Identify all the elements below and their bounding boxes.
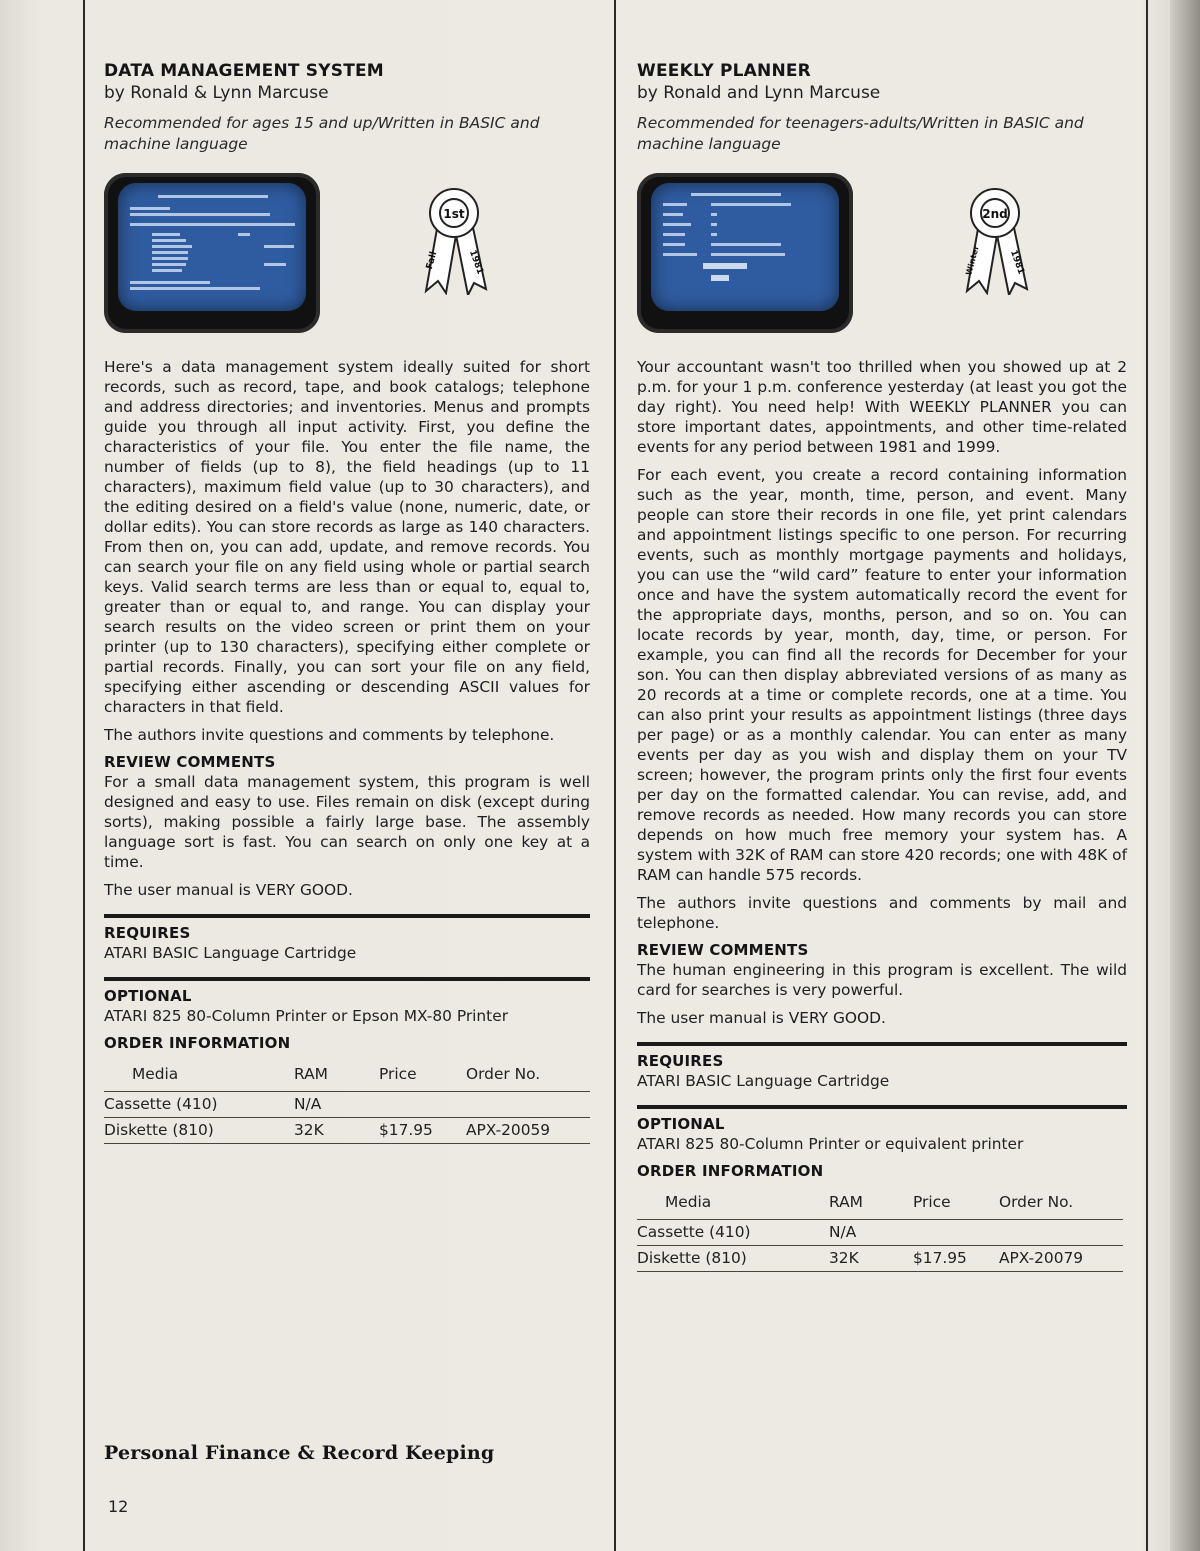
- column-header: Order No.: [999, 1193, 1074, 1211]
- cell-media: Diskette (810): [637, 1246, 829, 1272]
- table-row: [104, 1092, 590, 1118]
- cell-ram: 32K: [829, 1246, 913, 1272]
- cell-price: [379, 1092, 466, 1118]
- description-paragraph: The authors invite questions and comments by telephone.: [104, 726, 555, 744]
- figure-row: [104, 173, 590, 353]
- optional-heading: OPTIONAL: [637, 1115, 725, 1133]
- section-rule: [637, 1042, 1127, 1046]
- product-data-management-system: [104, 60, 590, 1144]
- product-recommended: Recommended for ages 15 and up/Written in BASIC and machine language: [104, 114, 540, 153]
- review-comments: [104, 772, 590, 900]
- section-rule: [104, 914, 590, 918]
- section-footer-title: Personal Finance & Record Keeping: [104, 1442, 495, 1464]
- cell-media: Cassette (410): [104, 1092, 294, 1118]
- product-recommended: Recommended for teenagers-adults/Written in BASIC and machine language: [637, 114, 1084, 153]
- page-edge: [1170, 0, 1200, 1551]
- column-header: Price: [913, 1193, 951, 1211]
- order-heading: ORDER INFORMATION: [637, 1162, 824, 1180]
- table-row: [637, 1246, 1123, 1272]
- order-table-header: [104, 1059, 590, 1092]
- product-weekly-planner: [637, 60, 1127, 1272]
- screenshot-monitor: [637, 173, 853, 333]
- ribbon-year: 1981: [1007, 248, 1026, 276]
- review-paragraph: The human engineering in this program is excellent. The wild card for searches is very powerful.: [637, 961, 1127, 999]
- order-table: [104, 1059, 590, 1144]
- review-paragraph: For a small data management system, this program is well designed and easy to use. Files remain on disk (except during sorts), making possible a fairly large base. The assembly language sort is fast. You can search on only one key at a time.: [104, 773, 590, 871]
- requires-heading: REQUIRES: [637, 1052, 724, 1070]
- cell-order-no: APX-20059: [466, 1118, 590, 1144]
- award-ribbon-icon: [957, 183, 1033, 295]
- ribbon-season: Fall: [424, 250, 440, 271]
- column-header: Order No.: [466, 1065, 541, 1083]
- description: [637, 357, 1127, 933]
- frame-line-right: [1146, 0, 1148, 1551]
- review-paragraph: The user manual is VERY GOOD.: [104, 881, 353, 899]
- column-header: Media: [132, 1065, 179, 1083]
- screenshot-monitor: [104, 173, 320, 333]
- description: [104, 357, 590, 745]
- column-header: RAM: [294, 1065, 328, 1083]
- ribbon-season: Winter: [964, 244, 981, 277]
- requires-text: ATARI BASIC Language Cartridge: [104, 944, 357, 962]
- screen-display: [651, 183, 839, 311]
- frame-line-left: [83, 0, 85, 1551]
- order-heading: ORDER INFORMATION: [104, 1034, 291, 1052]
- requires-heading: REQUIRES: [104, 924, 191, 942]
- product-byline: by Ronald & Lynn Marcuse: [104, 83, 329, 103]
- optional-text: ATARI 825 80-Column Printer or equivalent printer: [637, 1135, 1024, 1153]
- section-rule: [637, 1105, 1127, 1109]
- product-title: DATA MANAGEMENT SYSTEM: [104, 61, 384, 81]
- cell-price: [913, 1220, 999, 1246]
- product-byline: by Ronald and Lynn Marcuse: [637, 83, 881, 103]
- description-paragraph: Your accountant wasn't too thrilled when you showed up at 2 p.m. for your 1 p.m. conference yesterday (at least you got the day right). You need help! With WEEKLY PLANNER you can store important dates, appointments, and other time-related events for any period between 1981 and 1999.: [637, 358, 1127, 456]
- description-paragraph: For each event, you create a record containing information such as the year, month, time, person, and event. Many people can store their records in one file, yet print calendars and appointment listings specific to one person. For recurring events, such as monthly mortgage payments and holidays, you can use the “wild card” feature to enter your information once and have the system automatically record the event for the appropriate days, months, person, and so on. You can locate records by year, month, day, time, or person. For example, you can find all the records for December for your son. You can then display abbreviated versions of as many as 20 records at a time or complete records, one at a time. You can also print your results as appointment listings (three days per page) or as a monthly calendar. You can enter as many events per day as you wish and display them on your TV screen; however, the program prints only the first four events per day on the formatted calendar. You can revise, add, and remove records as needed. How many records you can store depends on how much free memory your system has. A system with 32K of RAM can store 420 records; one with 48K of RAM can handle 575 records.: [637, 466, 1127, 884]
- order-table: [637, 1187, 1123, 1272]
- cell-order-no: [999, 1220, 1123, 1246]
- cell-ram: 32K: [294, 1118, 379, 1144]
- review-heading: REVIEW COMMENTS: [104, 753, 276, 771]
- product-title: WEEKLY PLANNER: [637, 61, 811, 81]
- review-comments: [637, 960, 1127, 1028]
- figure-row: [637, 173, 1127, 353]
- table-row: [637, 1220, 1123, 1246]
- cell-ram: N/A: [294, 1092, 379, 1118]
- requires-text: ATARI BASIC Language Cartridge: [637, 1072, 890, 1090]
- award-ribbon-icon: [416, 183, 492, 295]
- cell-price: $17.95: [379, 1118, 466, 1144]
- cell-ram: N/A: [829, 1220, 913, 1246]
- review-paragraph: The user manual is VERY GOOD.: [637, 1009, 886, 1027]
- cell-order-no: APX-20079: [999, 1246, 1123, 1272]
- column-header: Media: [665, 1193, 712, 1211]
- column-header: RAM: [829, 1193, 863, 1211]
- description-paragraph: Here's a data management system ideally suited for short records, such as record, tape, and book catalogs; telephone and address directories; and inventories. Menus and prompts guide you through all input activity. First, you define the characteristics of your file. You enter the file name, the number of fields (up to 8), the field headings (up to 11 characters), maximum field value (up to 30 characters), and the editing desired on a field's value (none, numeric, date, or dollar edits). You can store records as large as 140 characters. From then on, you can add, update, and remove records. You can search your file on any field using whole or partial search keys. Valid search terms are less than or equal to, equal to, greater than or equal to, and range. You can display your search results on the video screen or print them on your printer (up to 130 characters), specifying either complete or partial records. Finally, you can sort your file on any field, specifying either ascending or descending ASCII values for characters in that field.: [104, 358, 590, 716]
- page-number: 12: [108, 1497, 129, 1516]
- cell-media: Cassette (410): [637, 1220, 829, 1246]
- table-row: [104, 1118, 590, 1144]
- optional-text: ATARI 825 80-Column Printer or Epson MX-80 Printer: [104, 1007, 509, 1025]
- column-divider: [614, 0, 616, 1551]
- order-table-header: [637, 1187, 1123, 1220]
- cell-order-no: [466, 1092, 590, 1118]
- description-paragraph: The authors invite questions and comments by mail and telephone.: [637, 894, 1127, 932]
- cell-price: $17.95: [913, 1246, 999, 1272]
- ribbon-place: 2nd: [982, 207, 1008, 221]
- review-heading: REVIEW COMMENTS: [637, 941, 809, 959]
- ribbon-place: 1st: [443, 207, 465, 221]
- optional-heading: OPTIONAL: [104, 987, 192, 1005]
- ribbon-year: 1981: [466, 248, 485, 276]
- column-header: Price: [379, 1065, 417, 1083]
- section-rule: [104, 977, 590, 981]
- screen-display: [118, 183, 306, 311]
- cell-media: Diskette (810): [104, 1118, 294, 1144]
